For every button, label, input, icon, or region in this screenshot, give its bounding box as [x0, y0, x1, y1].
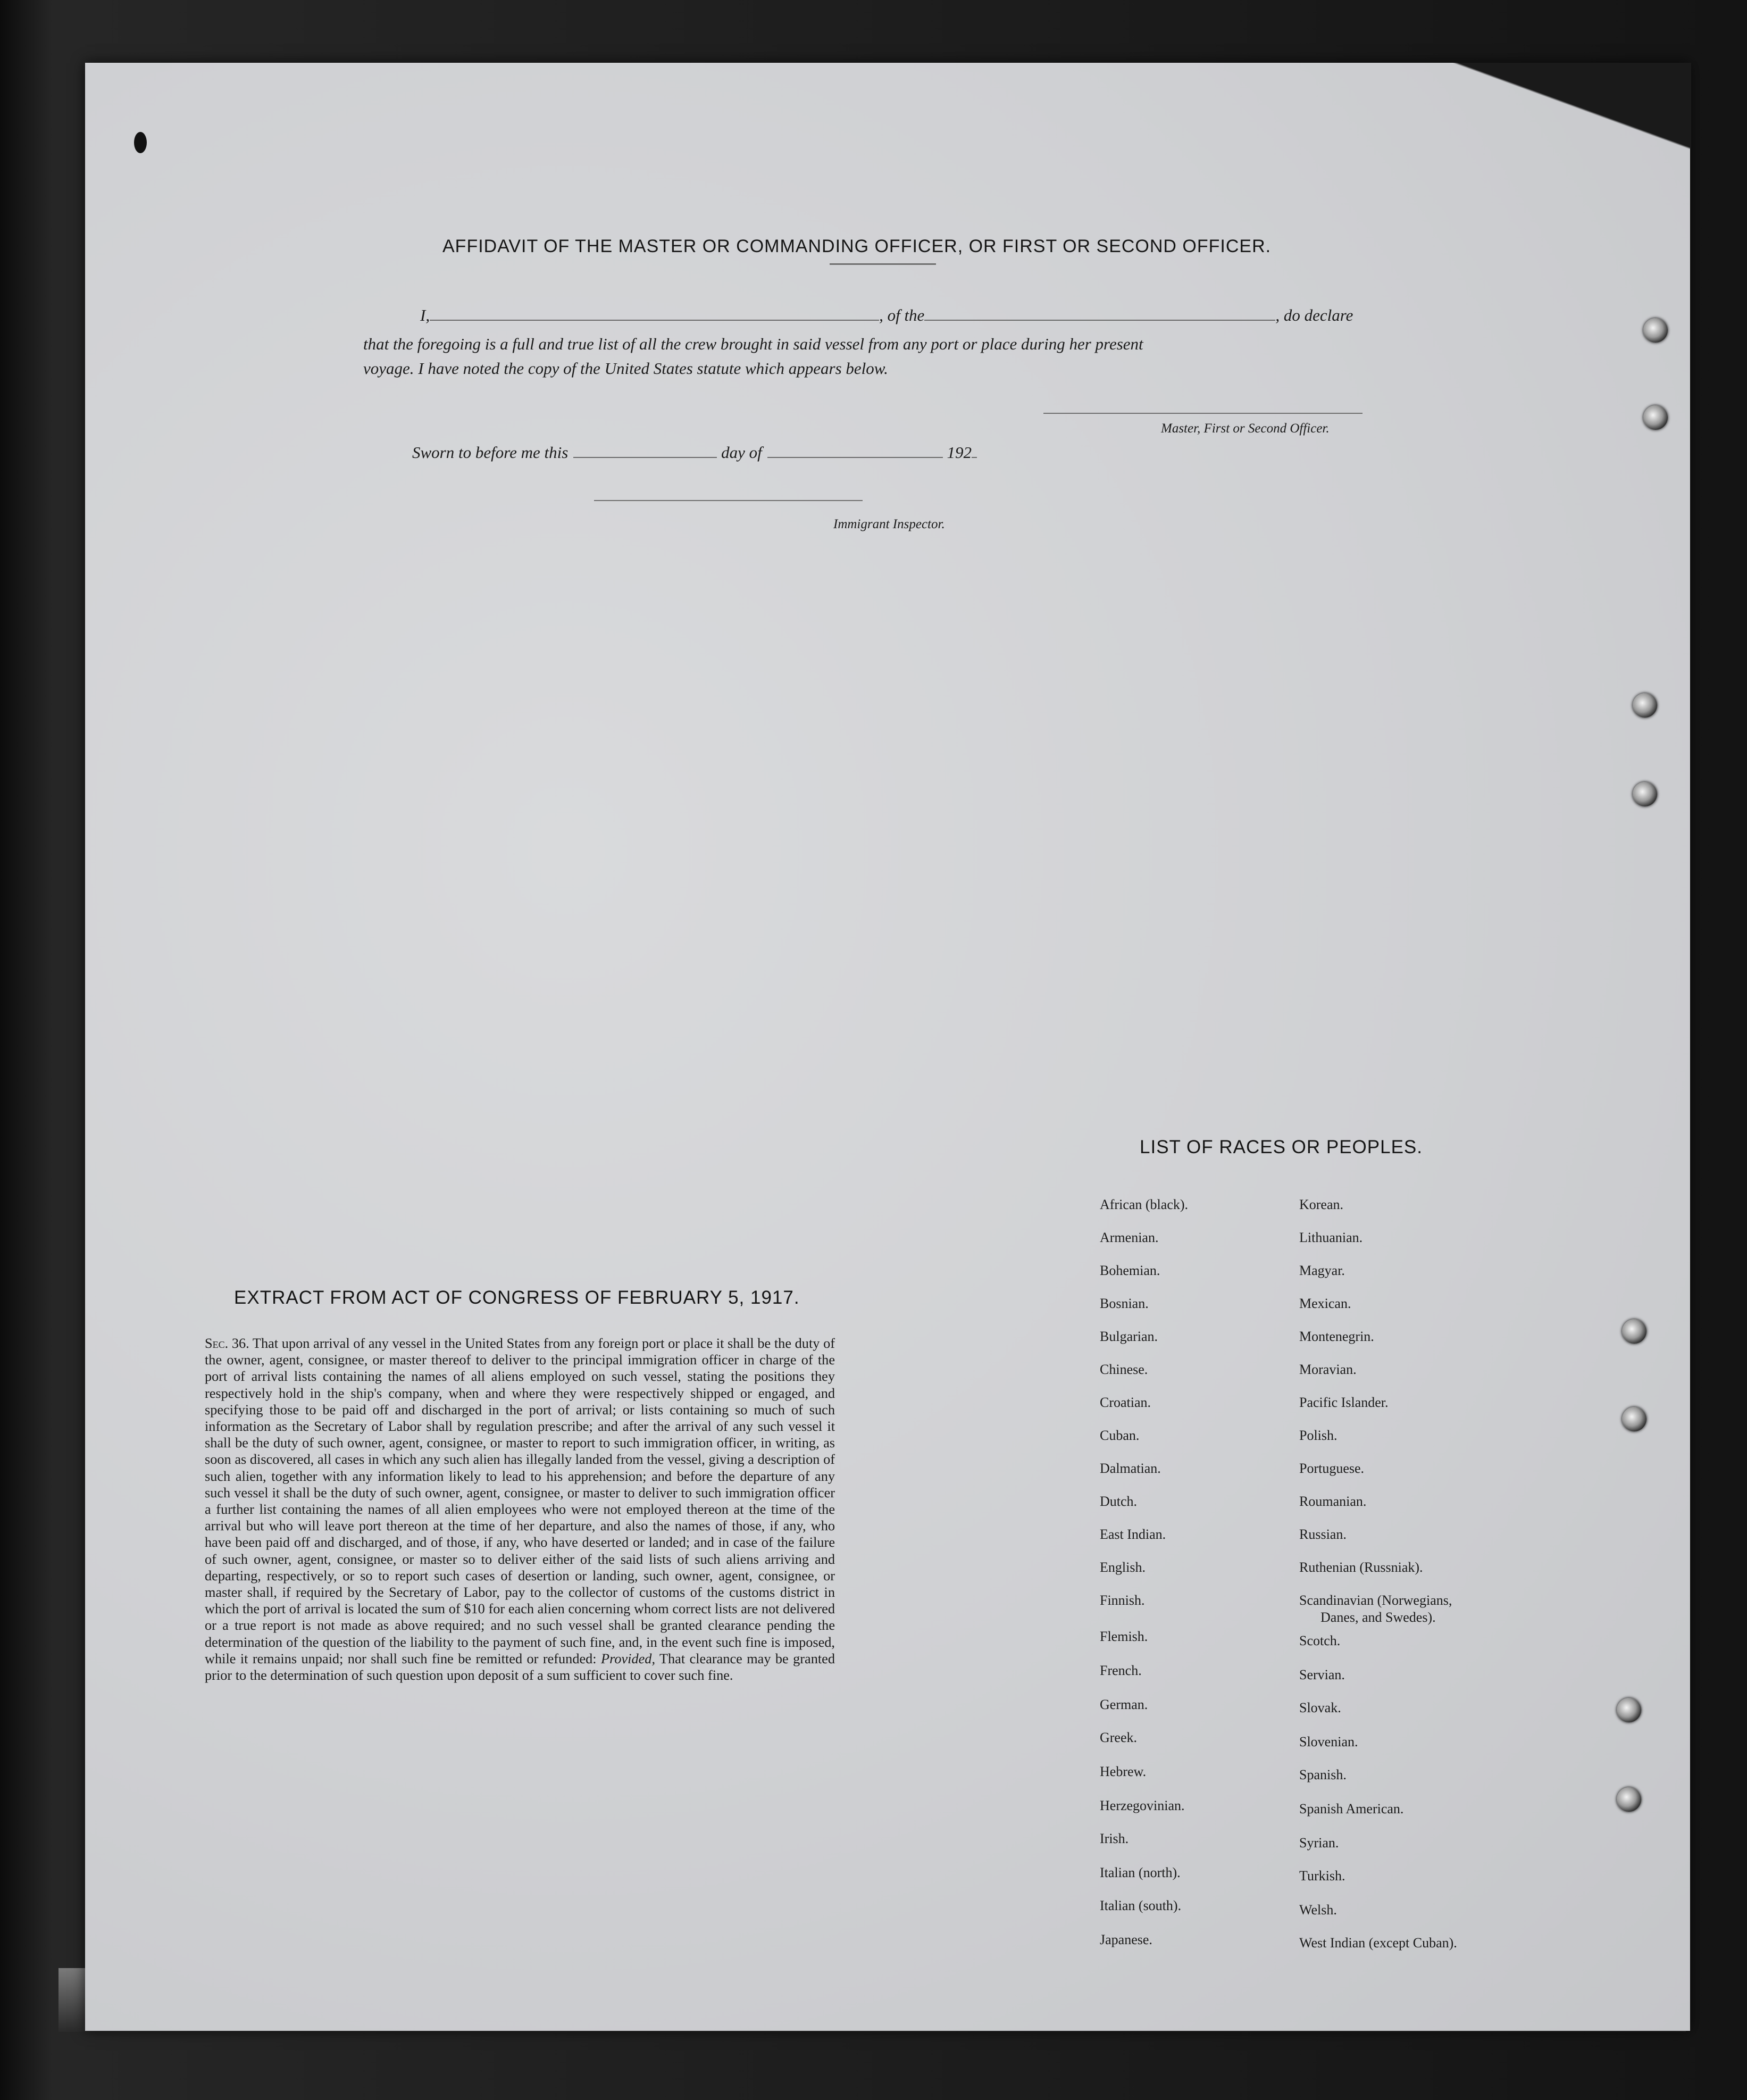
race-item: Spanish American. — [1299, 1801, 1404, 1816]
race-item: Irish. — [1100, 1831, 1129, 1846]
race-item: Polish. — [1299, 1428, 1338, 1443]
sworn-day-label: day of — [721, 443, 762, 462]
race-item: African (black). — [1100, 1197, 1189, 1212]
race-item: Chinese. — [1100, 1362, 1148, 1377]
race-item: Magyar. — [1299, 1263, 1345, 1278]
race-item: French. — [1100, 1663, 1142, 1678]
binder-hole — [1633, 782, 1657, 806]
vessel-name-field[interactable] — [924, 320, 1275, 321]
binder-hole — [1633, 693, 1657, 718]
binder-hole — [1643, 405, 1668, 430]
race-item: Greek. — [1100, 1730, 1138, 1745]
declaration-line-2: that the foregoing is a full and true list of all the crew brought in said vessel from any port or place during her present — [363, 335, 1143, 353]
race-item: Servian. — [1299, 1667, 1345, 1682]
sworn-year: 192 — [947, 443, 972, 462]
binder-hole — [1643, 318, 1668, 343]
binder-hole — [1617, 1787, 1641, 1812]
race-item: Lithuanian. — [1299, 1230, 1363, 1245]
race-item: Moravian. — [1299, 1362, 1357, 1377]
race-item: Italian (south). — [1100, 1898, 1182, 1913]
officer-name-field[interactable] — [430, 320, 879, 321]
sworn-year-field[interactable] — [972, 457, 977, 458]
race-item: Russian. — [1299, 1527, 1347, 1542]
race-item: Bulgarian. — [1100, 1329, 1158, 1344]
race-item: Portuguese. — [1299, 1461, 1365, 1476]
race-item: Turkish. — [1299, 1868, 1345, 1884]
race-item: East Indian. — [1100, 1527, 1166, 1542]
race-item: Japanese. — [1100, 1932, 1152, 1947]
race-item: Italian (north). — [1100, 1865, 1181, 1880]
master-signature-line[interactable] — [1043, 413, 1363, 414]
sworn-prefix: Sworn to before me this — [412, 443, 569, 462]
master-caption: Master, First or Second Officer. — [1161, 421, 1330, 436]
race-item: Hebrew. — [1100, 1764, 1147, 1779]
statute-body-a: That upon arrival of any vessel in the United States from any foreign port or place it shall be the duty of the owner, agent, consignee, or master thereof to deliver to the principal immigration officer in charge of the port of arrival lists containing the names of all aliens employed on such vessel, stating the positions they respectively hold in the ship's company, when and where they were respectively shipped or engaged, and specifying those to be paid off and discharged in the port of arrival; or lists containing so much of such information as the Secretary of Labor shall by regulation prescribe; and after the arrival of any such vessel it shall be the duty of such owner, agent, consignee, or master to report to such immigration officer, in writing, as soon as discovered, all cases in which any such alien has illegally landed from the vessel, giving a description of such alien, together with any information likely to lead to his apprehension; and before the departure of any such vessel it shall be the duty of such owner, agent, consignee, or master to deliver to such immigration officer a further list containing the names of all alien employees who were not employed thereon at the time of the arrival but who will leave port thereon at the time of her departure, and also the names of those, if any, who have been paid off and discharged, and of those, if any, who have deserted or landed; and in case of the failure of such owner, agent, consignee, or master so to deliver either of the said lists of such aliens arriving and departing, respectively, or so to report such cases of desertion or landing, such owner, agent, consignee, or master shall, if required by the Secretary of Labor, pay to the collector of customs of the customs district in which the port of arrival is located the sum of $10 for each alien concerning whom correct lists are not delivered or a true report is not made as above required; and no such vessel shall be granted clearance pending the determination of the question of the liability to the payment of such fine, and, in the event such fine is imposed, while it remains unpaid; nor shall such fine be remitted or refunded: — [205, 1336, 835, 1666]
section-label: Sec. 36. — [205, 1336, 249, 1351]
sworn-day-field[interactable] — [573, 457, 717, 458]
race-item: Scotch. — [1299, 1633, 1341, 1648]
affidavit-title: AFFIDAVIT OF THE MASTER OR COMMANDING OFFICER, OR FIRST OR SECOND OFFICER. — [442, 236, 1272, 256]
race-item: Spanish. — [1299, 1767, 1347, 1782]
inspector-caption: Immigrant Inspector. — [833, 517, 945, 531]
sworn-line — [412, 443, 977, 462]
race-item: Cuban. — [1100, 1428, 1140, 1443]
binder-hole — [1622, 1319, 1646, 1344]
binder-hole — [1617, 1698, 1641, 1722]
race-item: Flemish. — [1100, 1629, 1148, 1644]
statute-provided: Provided, — [601, 1651, 656, 1666]
statute-text — [205, 1335, 835, 1684]
declaration-line-1 — [420, 306, 1353, 325]
race-item: Danes, and Swedes). — [1320, 1610, 1436, 1625]
race-item: German. — [1100, 1697, 1148, 1712]
race-item: Dutch. — [1100, 1494, 1138, 1509]
race-item: Welsh. — [1299, 1902, 1337, 1918]
race-item: Korean. — [1299, 1197, 1344, 1212]
torn-corner — [1415, 63, 1691, 174]
inspector-signature-line[interactable] — [594, 500, 863, 501]
sworn-month-field[interactable] — [767, 457, 943, 458]
statute-body-b: That clearance may be granted prior to the determination of such question upon deposit of a sum sufficient to cover such fine. — [205, 1651, 835, 1684]
race-item: Bosnian. — [1100, 1296, 1149, 1311]
race-item: Scandinavian (Norwegians, — [1299, 1593, 1452, 1608]
declaration-prefix: I, — [420, 306, 430, 324]
race-item: Bohemian. — [1100, 1263, 1160, 1278]
race-item: Herzegovinian. — [1100, 1798, 1185, 1813]
race-item: Ruthenian (Russniak). — [1299, 1560, 1423, 1575]
declaration-line-3: voyage. I have noted the copy of the United States statute which appears below. — [363, 359, 888, 378]
extract-title: EXTRACT FROM ACT OF CONGRESS OF FEBRUARY 5, 1917. — [234, 1287, 800, 1308]
title-underline — [830, 263, 936, 265]
race-item: Finnish. — [1100, 1593, 1145, 1608]
race-item: Armenian. — [1100, 1230, 1159, 1245]
race-item: Syrian. — [1299, 1835, 1339, 1851]
race-item: Slovak. — [1299, 1700, 1341, 1715]
race-item: Slovenian. — [1299, 1734, 1358, 1749]
binder-hole — [1622, 1407, 1646, 1431]
race-item: Dalmatian. — [1100, 1461, 1161, 1476]
race-item: Montenegrin. — [1299, 1329, 1374, 1344]
race-item: West Indian (except Cuban). — [1299, 1935, 1457, 1951]
race-item: English. — [1100, 1560, 1146, 1575]
race-item: Pacific Islander. — [1299, 1395, 1389, 1410]
race-item: Croatian. — [1100, 1395, 1151, 1410]
ink-blot — [134, 132, 147, 153]
race-item: Roumanian. — [1299, 1494, 1367, 1509]
declaration-suffix: , do declare — [1275, 306, 1353, 324]
races-title: LIST OF RACES OR PEOPLES. — [1140, 1137, 1423, 1157]
document-page — [85, 63, 1690, 2031]
race-item: Mexican. — [1299, 1296, 1351, 1311]
declaration-middle: , of the — [879, 306, 925, 324]
